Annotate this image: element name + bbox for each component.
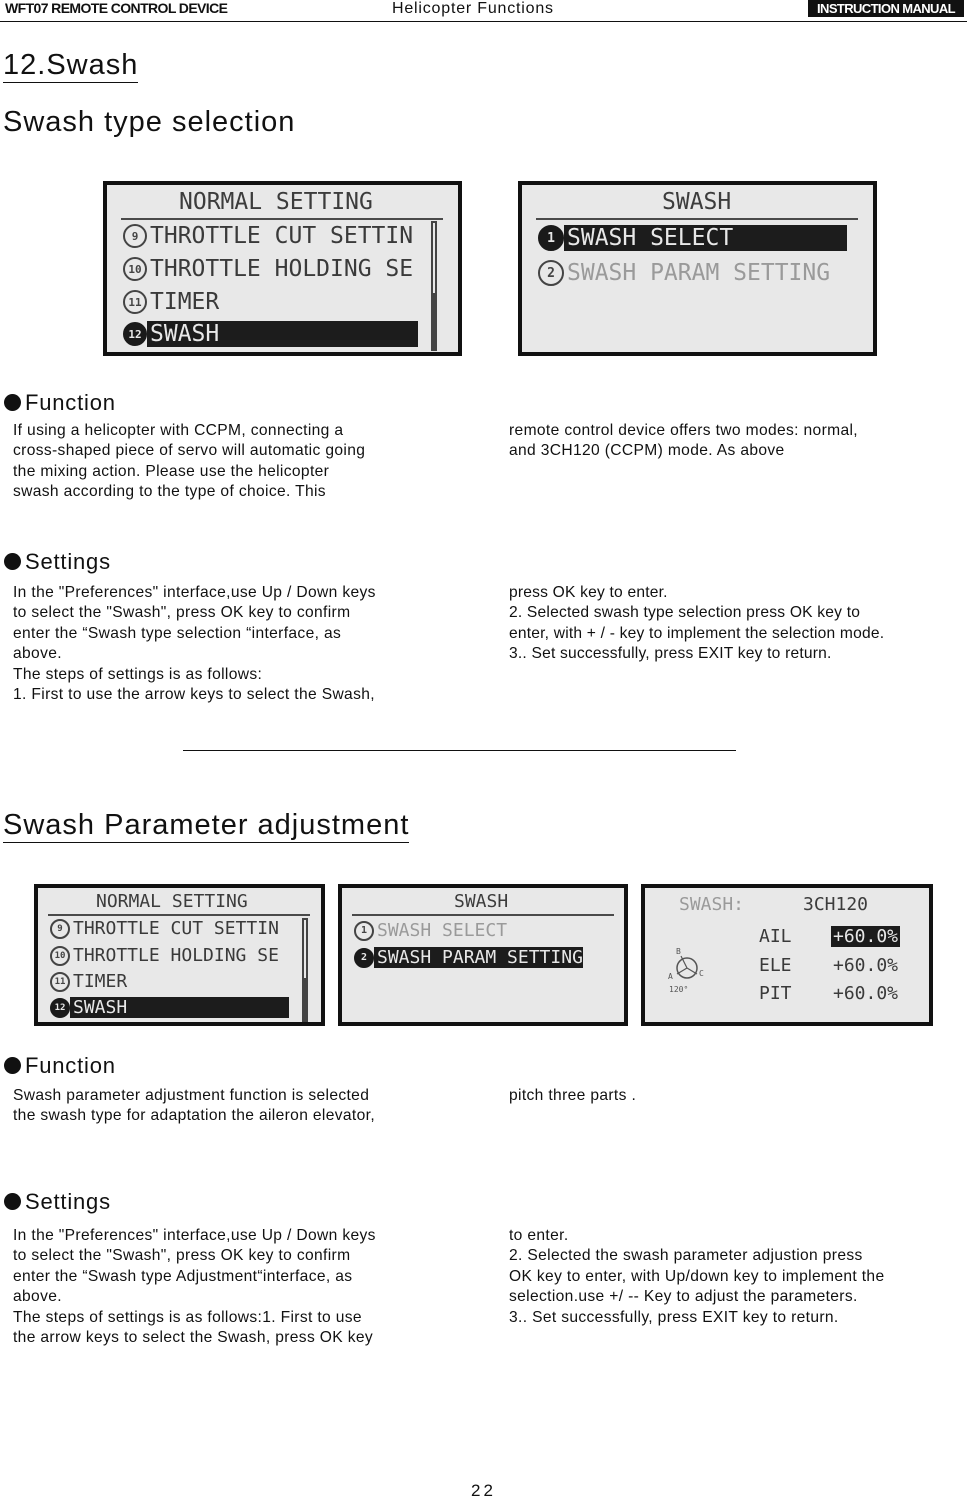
menu-item-throttle-holding	[123, 256, 413, 282]
item-number: 10	[50, 946, 70, 966]
param-row-ail	[759, 926, 900, 947]
bullet-icon	[4, 394, 21, 411]
lcd-swash-param	[641, 884, 933, 1026]
diagram-label-c: C	[699, 969, 704, 978]
param-name: ELE	[759, 955, 792, 976]
lcd-title-divider	[352, 914, 614, 916]
param-name: PIT	[759, 983, 792, 1004]
diagram-label-a: A	[668, 972, 673, 981]
item-number: 9	[50, 919, 70, 939]
heading-text: Settings	[25, 549, 111, 574]
item-label: THROTTLE CUT SETTIN	[73, 918, 279, 939]
item-number: 12	[123, 322, 147, 346]
heading-text: Settings	[25, 1189, 111, 1214]
lcd-title: NORMAL SETTING	[96, 891, 248, 912]
settings-text-left-1: In the "Preferences" interface,use Up / Down keys to select the "Swash", press OK key to confirm enter the “Swash type selection “interface, as above. The steps of settings is as follows: 1. First to use the arrow keys to select the Swash,	[13, 584, 376, 704]
lcd-title-divider	[121, 218, 443, 220]
function-text-right-1: remote control device offers two modes: normal, and 3CH120 (CCPM) mode. As above	[509, 422, 858, 460]
header-manual-badge: INSTRUCTION MANUAL	[808, 0, 964, 17]
item-number: 2	[538, 260, 564, 286]
part2-title-text: Swash Parameter adjustment	[3, 809, 410, 841]
item-label: THROTTLE CUT SETTIN	[150, 223, 414, 249]
settings-heading-1	[4, 549, 111, 575]
item-label: THROTTLE HOLDING SE	[150, 256, 414, 282]
menu-item-throttle-cut	[123, 223, 413, 249]
param-value: +60.0%	[833, 983, 899, 1004]
bullet-icon	[4, 553, 21, 570]
param-row-pit	[759, 983, 900, 1004]
header-divider	[0, 21, 967, 22]
header-section-title: Helicopter Functions	[392, 0, 554, 17]
settings-heading-2	[4, 1189, 111, 1215]
param-row-ele	[759, 955, 900, 976]
header-device-name: WFT07 REMOTE CONTROL DEVICE	[5, 0, 228, 16]
item-label: SWASH SELECT	[377, 920, 508, 941]
function-heading-1	[4, 390, 116, 416]
item-number: 1	[538, 225, 564, 251]
lcd-swash-menu-1	[518, 181, 877, 356]
settings-text-left-2: In the "Preferences" interface,use Up / Down keys to select the "Swash", press OK key to confirm enter the “Swash type Adjustment“interface, as above. The steps of settings is as follows:1. First to use the arrow keys to select the Swash, press OK key	[13, 1227, 376, 1347]
item-number: 11	[123, 290, 147, 314]
lcd-scroll-thumb	[433, 293, 435, 349]
section-title-text: 12.Swash	[3, 49, 139, 81]
menu-item-swash-select-selected	[538, 225, 847, 251]
lcd-title-divider	[48, 914, 310, 916]
menu-item-swash-selected	[123, 321, 418, 347]
page-number: 22	[471, 1481, 496, 1500]
item-label: SWASH PARAM SETTING	[374, 947, 583, 968]
menu-item-throttle-cut	[50, 918, 279, 939]
lcd-title: SWASH	[454, 891, 509, 912]
item-label: TIMER	[73, 971, 128, 992]
lcd-normal-setting-2	[34, 884, 325, 1026]
menu-item-throttle-holding	[50, 945, 279, 966]
lcd-scrollbar	[302, 918, 308, 1022]
section-title	[3, 49, 138, 81]
bullet-icon	[4, 1193, 21, 1210]
section-divider	[183, 750, 736, 751]
item-label: SWASH	[70, 997, 289, 1018]
item-number: 2	[354, 948, 374, 968]
item-number: 9	[123, 224, 147, 248]
item-label: SWASH PARAM SETTING	[567, 260, 831, 286]
param-name: AIL	[759, 926, 792, 947]
item-label: TIMER	[150, 289, 220, 315]
menu-item-timer	[50, 971, 127, 992]
param-value: +60.0%	[833, 955, 899, 976]
item-label: SWASH SELECT	[564, 225, 847, 251]
item-label: THROTTLE HOLDING SE	[73, 945, 279, 966]
item-label: SWASH	[147, 321, 418, 347]
function-heading-2	[4, 1053, 116, 1079]
lcd-swash-menu-2	[338, 884, 628, 1026]
lcd-scroll-thumb	[304, 978, 306, 1020]
heading-text: Function	[25, 1053, 116, 1078]
diagram-angle-label: 120°	[669, 985, 689, 994]
lcd-normal-setting-1	[103, 181, 462, 356]
settings-text-right-2: to enter. 2. Selected the swash parameter adjustion press OK key to enter, with Up/down key to implement the selection.use +/ -- Key to adjust the parameters. 3.. Set successfully, press EXIT key to return.	[509, 1227, 885, 1326]
menu-item-swash-param-selected	[354, 947, 583, 968]
swash-mode-value: 3CH120	[803, 894, 869, 915]
lcd-title: SWASH:	[679, 894, 745, 915]
diagram-label-b: B	[676, 947, 681, 956]
item-number: 12	[50, 998, 70, 1018]
function-text-right-2: pitch three parts .	[509, 1087, 637, 1104]
item-number: 11	[50, 972, 70, 992]
settings-text-right-1: press OK key to enter. 2. Selected swash type selection press OK key to enter, with + / - key to implement the selection mode. 3.. Set successfully, press EXIT key to return.	[509, 584, 885, 663]
part1-title: Swash type selection	[3, 106, 296, 138]
lcd-title-divider	[536, 218, 858, 220]
function-text-left-2: Swash parameter adjustment function is selected the swash type for adaptation the aileron elevator,	[13, 1087, 376, 1125]
lcd-title: SWASH	[662, 189, 732, 215]
swash-plate-diagram-icon	[663, 946, 713, 996]
lcd-scrollbar	[431, 221, 437, 351]
menu-item-swash-param	[538, 260, 830, 286]
menu-item-timer	[123, 289, 219, 315]
lcd-title: NORMAL SETTING	[179, 189, 373, 215]
item-number: 10	[123, 257, 147, 281]
menu-item-swash-select	[354, 920, 507, 941]
function-text-left-1: If using a helicopter with CCPM, connecting a cross-shaped piece of servo will automatic going the mixing action. Please use the helicopter swash according to the type of choice. This	[13, 422, 366, 501]
bullet-icon	[4, 1057, 21, 1074]
menu-item-swash-selected	[50, 997, 289, 1018]
heading-text: Function	[25, 390, 116, 415]
item-number: 1	[354, 921, 374, 941]
param-value: +60.0%	[833, 926, 899, 947]
part2-title	[3, 809, 409, 841]
